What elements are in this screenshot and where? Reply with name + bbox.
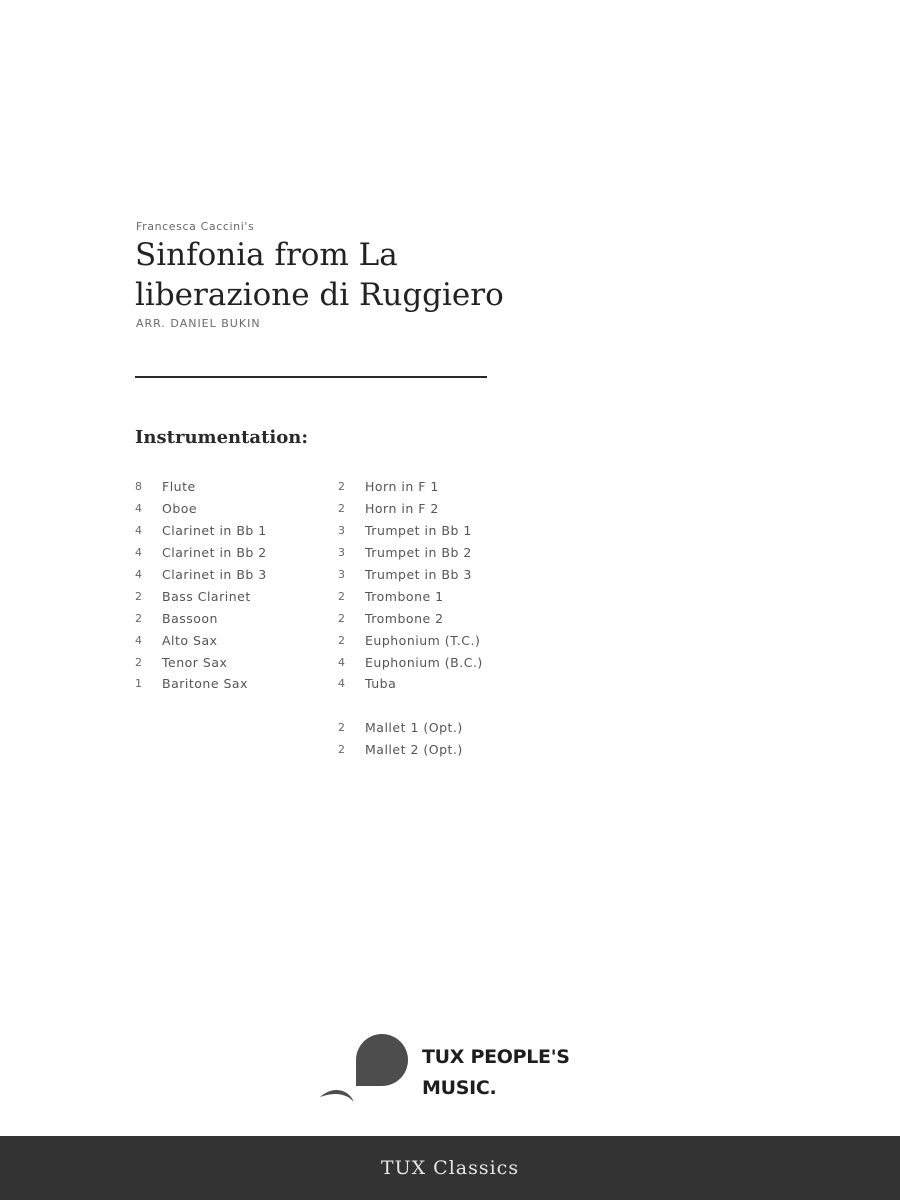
instrumentation-heading: Instrumentation:	[135, 427, 308, 448]
instrument-name: Euphonium (T.C.)	[365, 632, 481, 648]
instrument-row	[338, 673, 483, 695]
instrument-count: 4	[338, 655, 346, 669]
title-line-1: Sinfonia from La	[135, 237, 398, 273]
instrument-row	[338, 739, 483, 761]
instrument-name: Tenor Sax	[162, 654, 228, 670]
instrument-count: 2	[338, 480, 346, 494]
instrument-row	[135, 629, 267, 651]
instrument-row	[135, 476, 267, 498]
instrument-name: Trombone 2	[365, 610, 444, 626]
instrument-list-right	[338, 476, 483, 761]
instrument-count: 4	[338, 677, 346, 691]
instrument-name: Flute	[162, 479, 196, 495]
instrument-name: Mallet 1 (Opt.)	[365, 720, 463, 736]
instrument-count: 2	[338, 633, 346, 647]
instrument-name: Alto Sax	[162, 632, 218, 648]
instrument-row	[135, 498, 267, 520]
instrument-count: 2	[338, 721, 346, 735]
instrument-name: Trumpet in Bb 3	[365, 567, 472, 582]
instrument-row	[135, 564, 267, 586]
instrument-row	[135, 585, 267, 607]
instrument-count: 2	[338, 589, 346, 603]
instrument-name: Baritone Sax	[162, 676, 248, 692]
instrument-row	[338, 651, 483, 673]
instrument-name: Clarinet in Bb 2	[162, 545, 267, 561]
instrument-count: 4	[135, 633, 143, 647]
instrument-name: Bass Clarinet	[162, 588, 251, 604]
instrument-name: Tuba	[365, 676, 397, 692]
instrument-name: Bassoon	[162, 610, 218, 626]
instrument-row	[135, 607, 267, 629]
speech-bubble-wave-icon	[318, 1030, 418, 1110]
logo-line-2: MUSIC.	[422, 1077, 497, 1099]
instrument-count: 3	[338, 568, 346, 581]
instrument-count: 4	[135, 524, 143, 538]
publisher-logo	[318, 1030, 598, 1110]
instrument-name: Mallet 2 (Opt.)	[365, 742, 463, 758]
instrument-list-left	[135, 476, 267, 695]
instrument-name: Trombone 1	[365, 588, 444, 604]
instrument-count: 2	[338, 743, 346, 757]
instrument-name: Trumpet in Bb 1	[365, 523, 472, 539]
instrument-row	[135, 673, 267, 695]
footer-bar	[0, 1136, 900, 1200]
instrument-row	[135, 651, 267, 673]
instrument-name: Clarinet in Bb 1	[162, 523, 267, 539]
instrument-name: Trumpet in Bb 2	[365, 545, 472, 561]
instrument-count: 1	[135, 677, 143, 691]
instrument-count: 3	[338, 546, 346, 560]
instrument-row	[338, 564, 483, 586]
instrument-row	[338, 542, 483, 564]
instrument-row	[338, 629, 483, 651]
instrument-count: 4	[135, 546, 143, 560]
instrument-row	[338, 520, 483, 542]
instrument-count: 2	[135, 611, 143, 625]
divider-rule	[135, 376, 487, 378]
logo-line-1: TUX PEOPLE'S	[422, 1046, 570, 1068]
arranger-credit: ARR. DANIEL BUKIN	[136, 317, 261, 330]
instrument-count: 2	[338, 502, 346, 516]
instrument-row	[338, 476, 483, 498]
footer-label: TUX Classics	[380, 1157, 520, 1179]
page-title	[135, 235, 695, 315]
instrument-row	[338, 585, 483, 607]
instrument-count: 4	[135, 502, 143, 516]
instrument-row	[338, 717, 483, 739]
instrument-row	[338, 607, 483, 629]
instrument-name: Euphonium (B.C.)	[365, 654, 483, 670]
instrument-count: 2	[338, 611, 346, 625]
instrument-count: 3	[338, 524, 346, 538]
instrument-name: Horn in F 1	[365, 479, 439, 495]
composer-line: Francesca Caccini's	[136, 220, 255, 233]
instrument-count: 8	[135, 480, 143, 494]
instrument-name: Horn in F 2	[365, 501, 439, 517]
instrument-name: Oboe	[162, 501, 198, 517]
logo-wordmark	[422, 1042, 570, 1104]
instrument-count: 2	[135, 655, 143, 669]
instrument-count: 4	[135, 568, 143, 581]
instrument-row	[135, 542, 267, 564]
instrument-name: Clarinet in Bb 3	[162, 567, 267, 582]
instrument-count: 2	[135, 589, 143, 603]
instrument-row	[338, 498, 483, 520]
title-line-2: liberazione di Ruggiero	[135, 277, 504, 313]
instrument-row	[135, 520, 267, 542]
